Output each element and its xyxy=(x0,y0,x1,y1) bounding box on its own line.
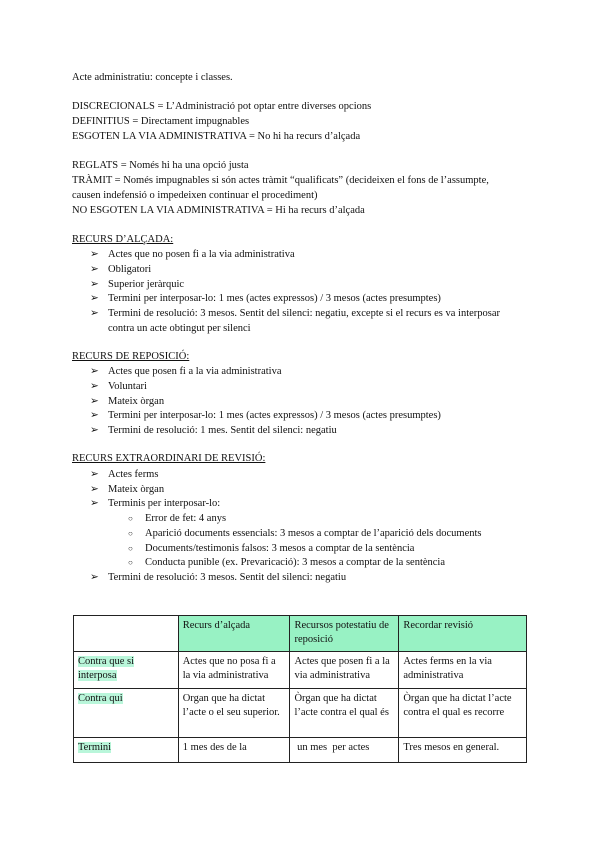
list-item: ➢ Termini de resolució: 3 mesos. Sentit del silenci: negatiu xyxy=(90,572,347,583)
definition-line: REGLATS = Només hi ha una opció justa xyxy=(72,160,249,171)
list-item: ➢ Actes que no posen fi a la via administrativa xyxy=(90,249,295,260)
document-title: Acte administratiu: concepte i classes. xyxy=(72,72,233,83)
definition-line: causen indefensió o impedeixen continuar el procediment) xyxy=(72,190,318,201)
list-item: ➢ Superior jeràrquic xyxy=(90,279,185,290)
definition-line: ESGOTEN LA VIA ADMINISTRATIVA = No hi ha recurs d’alçada xyxy=(72,131,361,142)
list-item: ➢ Termini de resolució: 1 mes. Sentit del silenci: negatiu xyxy=(90,425,337,436)
sub-list-item: ○ Conducta punible (ex. Prevaricació): 3 mesos a comptar de la sentència xyxy=(128,557,446,568)
arrow-bullet-icon: ➢ xyxy=(90,264,99,275)
row-label-cell: Termini xyxy=(74,738,179,763)
table-header-row xyxy=(74,616,527,652)
circle-bullet-icon: ○ xyxy=(128,558,133,567)
section-heading-reposicio: RECURS DE REPOSICIÓ: xyxy=(72,351,190,362)
arrow-bullet-icon: ➢ xyxy=(90,308,99,319)
table-cell: un mes per actes xyxy=(290,738,399,763)
table-cell: Tres mesos en general. xyxy=(399,738,527,763)
section-heading-alcada: RECURS D’ALÇADA: xyxy=(72,234,174,245)
sub-list-item: ○ Error de fet: 4 anys xyxy=(128,513,227,524)
definition-line: TRÀMIT = Només impugnables si són actes tràmit “qualificats” (decideixen el fons de l’assumpte, xyxy=(72,175,489,186)
list-item: ➢ Mateix òrgan xyxy=(90,484,165,495)
comparison-table xyxy=(73,615,527,763)
table-cell: Òrgan que ha dictat l’acte contra el qual es recorre xyxy=(399,689,527,738)
table-header-cell xyxy=(74,616,179,652)
arrow-bullet-icon: ➢ xyxy=(90,249,99,260)
list-item-continuation: contra un acte obtingut per silenci xyxy=(108,323,251,334)
table-row xyxy=(74,689,527,738)
list-item: ➢ Termini per interposar-lo: 1 mes (actes expressos) / 3 mesos (actes presumptes) xyxy=(90,410,441,421)
arrow-bullet-icon: ➢ xyxy=(90,293,99,304)
table-header-cell: Recursos potestatiu de reposició xyxy=(290,616,399,652)
list-item: ➢ Mateix òrgan xyxy=(90,396,165,407)
arrow-bullet-icon: ➢ xyxy=(90,572,99,583)
table-cell: Òrgan que ha dictat l’acte contra el qual és xyxy=(290,689,399,738)
arrow-bullet-icon: ➢ xyxy=(90,366,99,377)
definition-line: DEFINITIUS = Directament impugnables xyxy=(72,116,250,127)
list-item: ➢ Actes que posen fi a la via administrativa xyxy=(90,366,282,377)
table-cell: Actes ferms en la via administrativa xyxy=(399,652,527,689)
list-item: ➢ Termini per interposar-lo: 1 mes (actes expressos) / 3 mesos (actes presumptes) xyxy=(90,293,441,304)
definition-line: NO ESGOTEN LA VIA ADMINISTRATIVA = Hi ha recurs d’alçada xyxy=(72,205,365,216)
table-header-cell: Recordar revisió xyxy=(399,616,527,652)
arrow-bullet-icon: ➢ xyxy=(90,381,99,392)
list-item: ➢ Obligatori xyxy=(90,264,152,275)
table-row xyxy=(74,652,527,689)
arrow-bullet-icon: ➢ xyxy=(90,469,99,480)
circle-bullet-icon: ○ xyxy=(128,514,133,523)
table-row xyxy=(74,738,527,763)
definition-line: DISCRECIONALS = L’Administració pot optar entre diverses opcions xyxy=(72,101,372,112)
arrow-bullet-icon: ➢ xyxy=(90,484,99,495)
arrow-bullet-icon: ➢ xyxy=(90,498,99,509)
table-cell: Organ que ha dictat l’acte o el seu superior. xyxy=(178,689,290,738)
sub-list-item: ○ Documents/testimonis falsos: 3 mesos a comptar de la sentència xyxy=(128,543,415,554)
list-item: ➢ Termini de resolució: 3 mesos. Sentit del silenci: negatiu, excepte si el recurs es va interposar xyxy=(90,308,501,319)
list-item: ➢ Terminis per interposar-lo: xyxy=(90,498,221,509)
arrow-bullet-icon: ➢ xyxy=(90,396,99,407)
row-label-cell: Contra qui xyxy=(74,689,179,738)
list-item: ➢ Actes ferms xyxy=(90,469,159,480)
arrow-bullet-icon: ➢ xyxy=(90,279,99,290)
section-heading-revisio: RECURS EXTRAORDINARI DE REVISIÓ: xyxy=(72,453,266,464)
row-label-cell: Contra que si interposa xyxy=(74,652,179,689)
table-cell: 1 mes des de la xyxy=(178,738,290,763)
table-cell: Actes que no posa fi a la via administrativa xyxy=(178,652,290,689)
table-cell: Actes que posen fi a la via administrativa xyxy=(290,652,399,689)
sub-list-item: ○ Aparició documents essencials: 3 mesos a comptar de l’aparició dels documents xyxy=(128,528,482,539)
arrow-bullet-icon: ➢ xyxy=(90,425,99,436)
circle-bullet-icon: ○ xyxy=(128,529,133,538)
list-item: ➢ Voluntari xyxy=(90,381,147,392)
table-header-cell: Recurs d’alçada xyxy=(178,616,290,652)
circle-bullet-icon: ○ xyxy=(128,544,133,553)
arrow-bullet-icon: ➢ xyxy=(90,410,99,421)
